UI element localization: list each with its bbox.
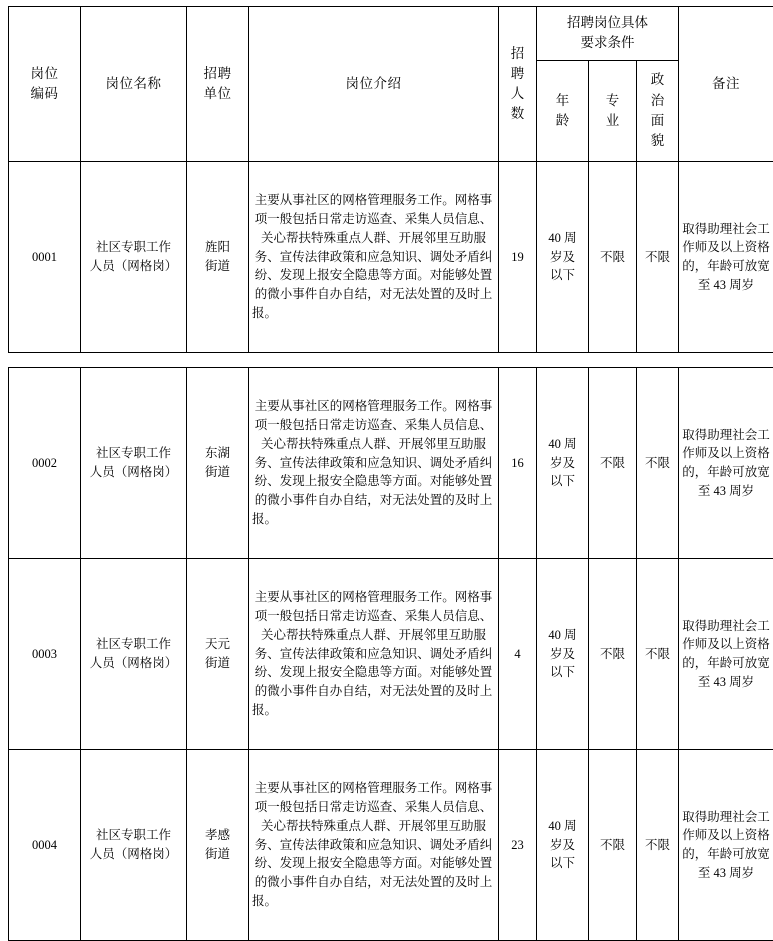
cell-job-name-line1: 社区专职工作 [84, 238, 183, 257]
cell-recruit-count: 4 [499, 559, 537, 750]
cell-recruit-unit-line1: 孝感 [190, 826, 245, 845]
header-remark: 备注 [679, 7, 773, 162]
header-age-c2: 龄 [540, 111, 585, 131]
header-age-c1: 年 [540, 91, 585, 111]
table-row [9, 750, 773, 941]
header-requirements-line2: 要求条件 [540, 33, 675, 53]
cell-job-name [81, 162, 187, 353]
cell-major: 不限 [589, 559, 637, 750]
jobs-table-part-2 [8, 367, 773, 941]
cell-job-code: 0001 [9, 162, 81, 353]
header-recruit-count [499, 7, 537, 162]
cell-age-line1: 40 周 [540, 626, 585, 645]
header-major-c1: 专 [592, 91, 633, 111]
cell-job-name-line1: 社区专职工作 [84, 635, 183, 654]
cell-remark: 取得助理社会工作师及以上资格的，年龄可放宽至 43 周岁 [679, 162, 773, 353]
header-major [589, 60, 637, 161]
cell-recruit-unit-line1: 天元 [190, 635, 245, 654]
cell-job-name-line2: 人员（网格岗） [84, 654, 183, 673]
header-requirements-group [537, 7, 679, 61]
cell-recruit-unit-line1: 旌阳 [190, 238, 245, 257]
cell-job-name-line2: 人员（网格岗） [84, 845, 183, 864]
table-header-row-1 [9, 7, 773, 61]
header-political-c2: 治 [640, 91, 675, 111]
cell-job-name-line1: 社区专职工作 [84, 444, 183, 463]
cell-age-line2: 岁及 [540, 836, 585, 855]
cell-recruit-unit-line2: 街道 [190, 845, 245, 864]
cell-recruit-unit [187, 559, 249, 750]
header-recruit-unit-line2: 单位 [190, 84, 245, 104]
header-political-c1: 政 [640, 70, 675, 90]
header-job-code [9, 7, 81, 162]
cell-age-line3: 以下 [540, 663, 585, 682]
header-political-c4: 貌 [640, 131, 675, 151]
cell-political-status: 不限 [637, 750, 679, 941]
header-recruit-unit-line1: 招聘 [190, 64, 245, 84]
cell-job-name-line2: 人员（网格岗） [84, 257, 183, 276]
table-row [9, 368, 773, 559]
cell-major: 不限 [589, 162, 637, 353]
cell-age-line1: 40 周 [540, 229, 585, 248]
cell-age [537, 559, 589, 750]
cell-political-status: 不限 [637, 559, 679, 750]
header-recruit-count-c2: 聘 [502, 64, 533, 84]
header-job-intro: 岗位介绍 [249, 7, 499, 162]
jobs-table-part-1 [8, 6, 773, 353]
header-recruit-count-c4: 数 [502, 104, 533, 124]
cell-recruit-unit-line2: 街道 [190, 257, 245, 276]
header-major-c2: 业 [592, 111, 633, 131]
cell-job-code: 0002 [9, 368, 81, 559]
header-political-status [637, 60, 679, 161]
cell-job-code: 0003 [9, 559, 81, 750]
header-job-name: 岗位名称 [81, 7, 187, 162]
table-row [9, 162, 773, 353]
cell-job-name-line2: 人员（网格岗） [84, 463, 183, 482]
cell-major: 不限 [589, 750, 637, 941]
cell-age-line2: 岁及 [540, 248, 585, 267]
cell-age-line1: 40 周 [540, 817, 585, 836]
cell-recruit-count: 23 [499, 750, 537, 941]
cell-age-line2: 岁及 [540, 645, 585, 664]
cell-recruit-unit [187, 162, 249, 353]
cell-job-name [81, 559, 187, 750]
cell-age-line3: 以下 [540, 472, 585, 491]
header-job-code-line2: 编码 [12, 84, 77, 104]
cell-recruit-unit [187, 368, 249, 559]
header-political-c3: 面 [640, 111, 675, 131]
cell-recruit-count: 19 [499, 162, 537, 353]
cell-political-status: 不限 [637, 368, 679, 559]
cell-political-status: 不限 [637, 162, 679, 353]
cell-recruit-count: 16 [499, 368, 537, 559]
cell-age-line1: 40 周 [540, 435, 585, 454]
cell-remark: 取得助理社会工作师及以上资格的，年龄可放宽至 43 周岁 [679, 750, 773, 941]
header-recruit-count-c3: 人 [502, 84, 533, 104]
cell-recruit-unit-line2: 街道 [190, 463, 245, 482]
cell-job-code: 0004 [9, 750, 81, 941]
cell-age-line2: 岁及 [540, 454, 585, 473]
table-row [9, 559, 773, 750]
cell-recruit-unit-line2: 街道 [190, 654, 245, 673]
cell-job-name-line1: 社区专职工作 [84, 826, 183, 845]
cell-recruit-unit-line1: 东湖 [190, 444, 245, 463]
cell-major: 不限 [589, 368, 637, 559]
cell-age-line3: 以下 [540, 266, 585, 285]
cell-remark: 取得助理社会工作师及以上资格的，年龄可放宽至 43 周岁 [679, 559, 773, 750]
cell-remark: 取得助理社会工作师及以上资格的，年龄可放宽至 43 周岁 [679, 368, 773, 559]
cell-job-intro: 主要从事社区的网格管理服务工作。网格事项一般包括日常走访巡查、采集人员信息、关心帮扶特殊重点人群、开展邻里互助服务、宣传法律政策和应急知识、调处矛盾纠纷、发现上报安全隐患等方面。对能够处置的微小事件自办自结，对无法处置的及时上报。 [249, 559, 499, 750]
cell-job-name [81, 750, 187, 941]
cell-age [537, 368, 589, 559]
cell-job-intro: 主要从事社区的网格管理服务工作。网格事项一般包括日常走访巡查、采集人员信息、关心帮扶特殊重点人群、开展邻里互助服务、宣传法律政策和应急知识、调处矛盾纠纷、发现上报安全隐患等方面。对能够处置的微小事件自办自结，对无法处置的及时上报。 [249, 162, 499, 353]
header-job-code-line1: 岗位 [12, 64, 77, 84]
cell-job-name [81, 368, 187, 559]
cell-age [537, 750, 589, 941]
cell-age-line3: 以下 [540, 854, 585, 873]
cell-job-intro: 主要从事社区的网格管理服务工作。网格事项一般包括日常走访巡查、采集人员信息、关心帮扶特殊重点人群、开展邻里互助服务、宣传法律政策和应急知识、调处矛盾纠纷、发现上报安全隐患等方面。对能够处置的微小事件自办自结，对无法处置的及时上报。 [249, 368, 499, 559]
header-requirements-line1: 招聘岗位具体 [540, 13, 675, 33]
header-age [537, 60, 589, 161]
header-recruit-unit [187, 7, 249, 162]
header-recruit-count-c1: 招 [502, 44, 533, 64]
cell-job-intro: 主要从事社区的网格管理服务工作。网格事项一般包括日常走访巡查、采集人员信息、关心帮扶特殊重点人群、开展邻里互助服务、宣传法律政策和应急知识、调处矛盾纠纷、发现上报安全隐患等方面。对能够处置的微小事件自办自结，对无法处置的及时上报。 [249, 750, 499, 941]
cell-age [537, 162, 589, 353]
cell-recruit-unit [187, 750, 249, 941]
